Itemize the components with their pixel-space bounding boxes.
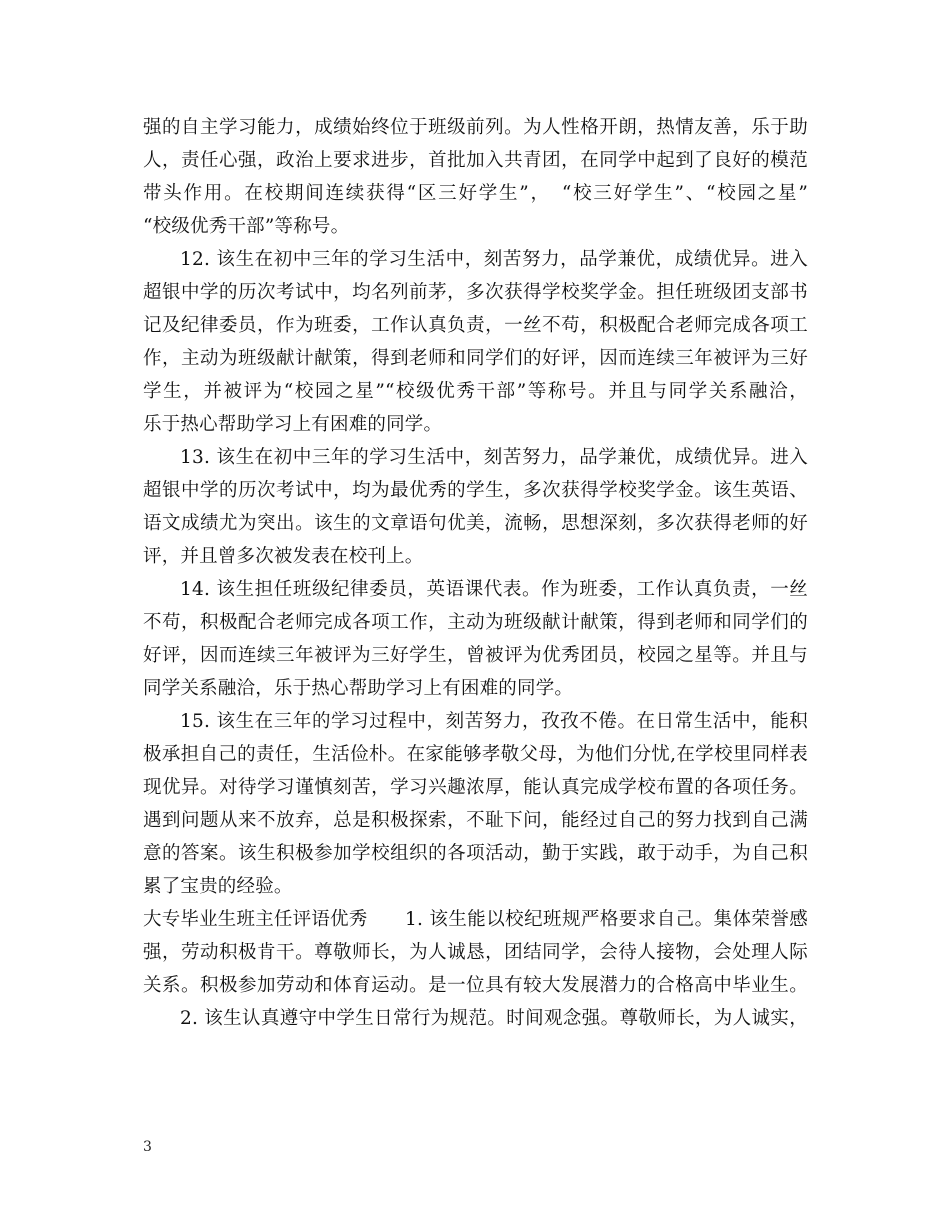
- text-line: 语文成绩尤为突出。该生的文章语句优美，流畅，思想深刻，多次获得老师的好: [143, 513, 808, 534]
- text-line: 好评，因而连续三年被评为三好学生，曾被评为优秀团员，校园之星等。并且与: [143, 645, 808, 666]
- section-heading: 大专毕业生班主任评语优秀: [143, 909, 368, 930]
- page-number: 3: [143, 1139, 152, 1155]
- text-line: 不苟，积极配合老师完成各项工作，主动为班级献计献策，得到老师和同学们的: [143, 612, 808, 633]
- text-line: 乐于热心帮助学习上有困难的同学。: [143, 414, 443, 435]
- text-line: 累了宝贵的经验。: [143, 876, 293, 897]
- paragraph-15-start: 15. 该生在三年的学习过程中，刻苦努力，孜孜不倦。在日常生活中，能积: [180, 711, 808, 732]
- text-line: 记及纪律委员，作为班委，工作认真负责，一丝不苟，积极配合老师完成各项工: [143, 315, 808, 336]
- paragraph-12-start: 12. 该生在初中三年的学习生活中，刻苦努力，品学兼优，成绩优异。进入: [180, 249, 808, 270]
- paragraph-14-start: 14. 该生担任班级纪律委员，英语课代表。作为班委，工作认真负责，一丝: [180, 579, 808, 600]
- text-line: 学生，并被评为“校园之星”“校级优秀干部”等称号。并且与同学关系融洽，: [143, 381, 808, 402]
- paragraph-13-start: 13. 该生在初中三年的学习生活中，刻苦努力，品学兼优，成绩优异。进入: [180, 447, 808, 468]
- text-line: 强的自主学习能力，成绩始终位于班级前列。为人性格开朗，热情友善，乐于助: [143, 117, 808, 138]
- text-line: 超银中学的历次考试中，均名列前茅，多次获得学校奖学金。担任班级团支部书: [143, 282, 808, 303]
- text-line: 作，主动为班级献计献策，得到老师和同学们的好评，因而连续三年被评为三好: [143, 348, 808, 369]
- text-line: 超银中学的历次考试中，均为最优秀的学生，多次获得学校奖学金。该生英语、: [143, 480, 808, 501]
- text-line: “校级优秀干部”等称号。: [143, 216, 350, 237]
- text-line: 关系。积极参加劳动和体育运动。是一位具有较大发展潜力的合格高中毕业生。: [143, 975, 808, 996]
- text-line: 评，并且曾多次被发表在校刊上。: [143, 546, 424, 567]
- text-line: 意的答案。该生积极参加学校组织的各项活动，勤于实践，敢于动手，为自己积: [143, 843, 808, 864]
- text-line: 同学关系融洽，乐于热心帮助学习上有困难的同学。: [143, 678, 574, 699]
- section-item-2-start: 2. 该生认真遵守中学生日常行为规范。时间观念强。尊敬师长，为人诚实，: [180, 1008, 808, 1029]
- text-line: 人，责任心强，政治上要求进步，首批加入共青团，在同学中起到了良好的模范: [143, 150, 808, 171]
- text-line: 极承担自己的责任，生活俭朴。在家能够孝敬父母，为他们分忧,在学校里同样表: [143, 744, 808, 765]
- text-line: 带头作用。在校期间连续获得“区三好学生”， “校三好学生”、“校园之星”: [143, 183, 808, 204]
- text-line: 强，劳动积极肯干。尊敬师长，为人诚恳，团结同学，会待人接物，会处理人际: [143, 942, 808, 963]
- text-line: 现优异。对待学习谨慎刻苦，学习兴趣浓厚，能认真完成学校布置的各项任务。: [143, 777, 808, 798]
- text-line: 遇到问题从来不放弃，总是积极探索，不耻下问，能经过自己的努力找到自己满: [143, 810, 808, 831]
- section-item-1-start: 1. 该生能以校纪班规严格要求自己。集体荣誉感: [405, 909, 808, 930]
